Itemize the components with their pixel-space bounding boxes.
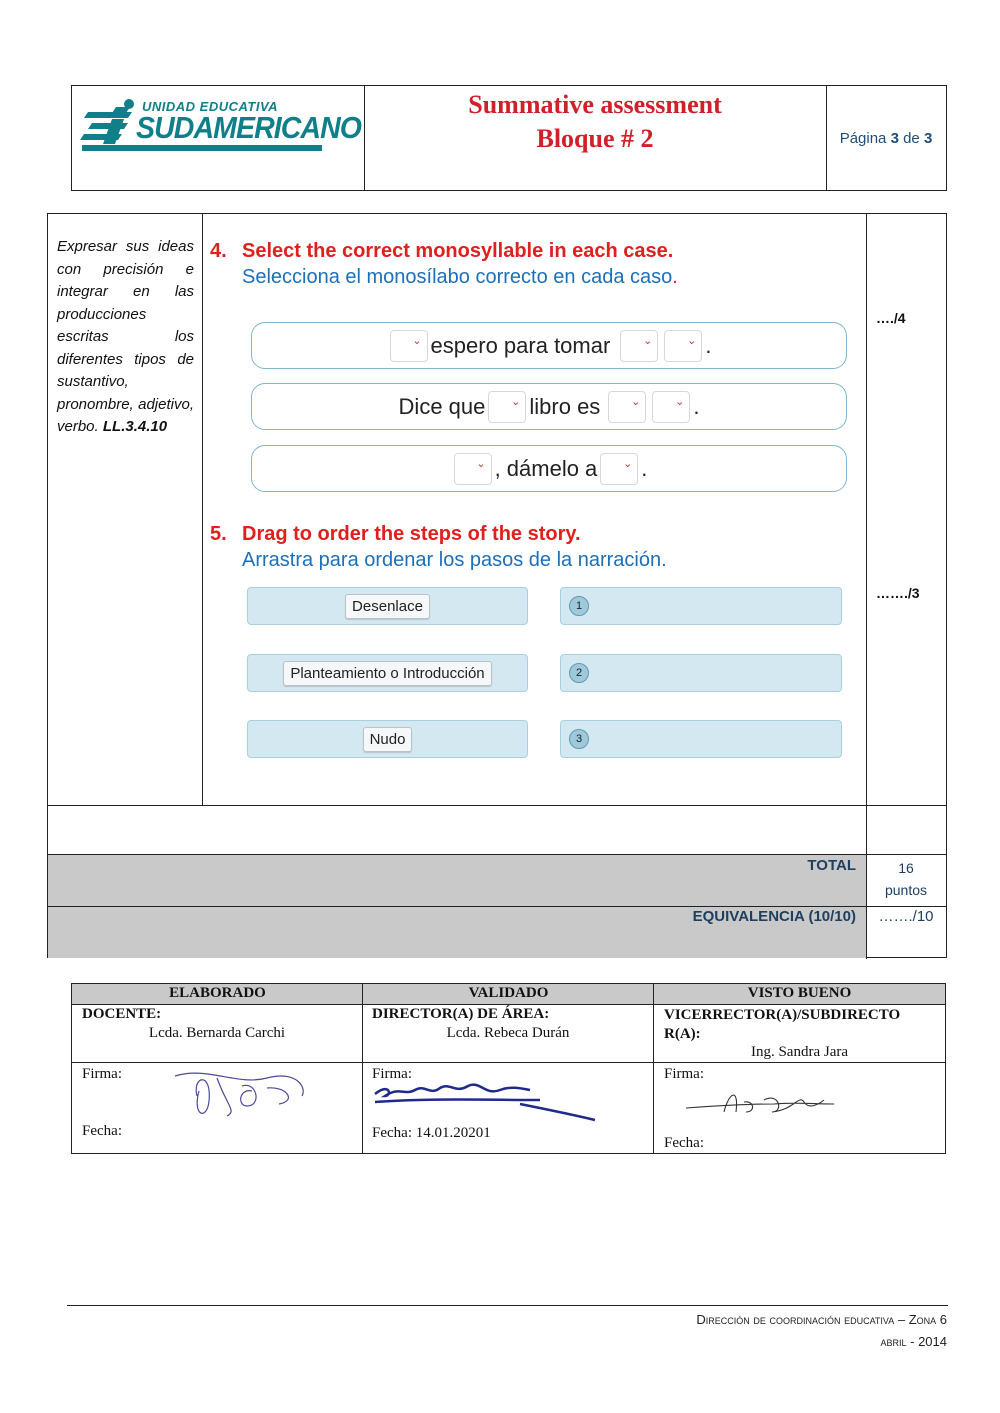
divider: [653, 984, 654, 1153]
dropdown-select[interactable]: [664, 330, 702, 362]
fecha-label-3: Fecha:: [664, 1135, 704, 1151]
footer-line2: abril - 2014: [880, 1334, 947, 1349]
drag-item[interactable]: Desenlace: [345, 594, 430, 619]
logo-line1: UNIDAD EDUCATIVA: [142, 99, 279, 114]
divider: [48, 854, 946, 855]
sentence-end: .: [705, 332, 712, 358]
header-table: [71, 85, 947, 191]
drag-item[interactable]: Planteamiento o Introducción: [283, 661, 491, 686]
q5-title-en: Drag to order the steps of the story.: [242, 523, 581, 545]
dropdown-select[interactable]: [652, 391, 690, 423]
q4-title-es-dot: .: [672, 266, 678, 288]
q4-title-en: Select the correct monosyllable in each case.: [242, 240, 674, 262]
dropdown-select[interactable]: [620, 330, 658, 362]
drop-slot-2[interactable]: [560, 654, 842, 692]
page-total: 3: [923, 129, 933, 147]
page-label: Página: [839, 129, 887, 147]
signature-2-icon: [370, 1080, 610, 1130]
equiv-value: ……./10: [878, 908, 934, 925]
total-value: [866, 857, 946, 901]
objective-code: LL.3.4.10: [102, 418, 168, 435]
sentence-text: , dámelo a: [494, 455, 598, 481]
q5-number: 5.: [210, 523, 227, 545]
q5-title-es: Arrastra para ordenar los pasos de la narración.: [242, 549, 667, 571]
dropdown-select[interactable]: [600, 453, 638, 485]
equiv-label: EQUIVALENCIA (10/10): [692, 908, 856, 925]
sentence-1: [251, 322, 847, 369]
signature-table: [71, 983, 946, 1154]
docente-name: Lcda. Bernarda Carchi: [148, 1025, 286, 1041]
total-label: TOTAL: [807, 857, 856, 874]
drag-source-3: [247, 720, 528, 758]
sentence-text: libro es: [529, 393, 601, 419]
divider: [362, 984, 363, 1153]
docente-role: DOCENTE:: [82, 1006, 162, 1022]
title-line1: Summative assessment: [468, 90, 722, 119]
dropdown-select[interactable]: [454, 453, 492, 485]
drag-source-2: [247, 654, 528, 692]
assessment-table: [47, 213, 947, 958]
vicerrector-name: Ing. Sandra Jara: [750, 1044, 849, 1060]
dropdown-select[interactable]: [390, 330, 428, 362]
director-role: DIRECTOR(A) DE ÁREA:: [372, 1006, 550, 1022]
total-row-bg: [48, 854, 866, 906]
sentence-end: .: [641, 455, 648, 481]
q4-title-es: [242, 266, 678, 289]
signature-3-icon: [684, 1082, 854, 1127]
divider: [48, 805, 946, 806]
logo-line2: SUDAMERICANO: [136, 110, 362, 145]
firma-label-2: Firma:: [372, 1066, 412, 1082]
sentence-text: Dice que: [398, 393, 486, 419]
divider: [202, 214, 203, 806]
q5-score: ……./3: [876, 585, 920, 601]
q4-score: …./4: [876, 310, 906, 326]
q4-number: 4.: [210, 240, 227, 262]
q4-title-es-text: Selecciona el monosílabo correcto en cada caso: [242, 266, 673, 288]
slot-number: 2: [569, 663, 589, 683]
firma-label-1: Firma:: [82, 1066, 122, 1082]
drop-slot-1[interactable]: [560, 587, 842, 625]
vicerrector-role: VICERRECTOR(A)/SUBDIRECTO R(A):: [664, 1007, 901, 1042]
objective-text: [57, 236, 194, 439]
title-cell: [364, 86, 827, 190]
divider: [48, 906, 946, 907]
fecha-label-1: Fecha:: [82, 1123, 122, 1139]
divider: [72, 1004, 945, 1005]
col-elaborado: ELABORADO: [169, 985, 266, 1001]
divider: [72, 1062, 945, 1063]
col-visto-bueno: VISTO BUENO: [747, 985, 852, 1001]
page-current: 3: [890, 129, 899, 147]
drop-slot-3[interactable]: [560, 720, 842, 758]
director-name: Lcda. Rebeca Durán: [446, 1025, 570, 1041]
signature-1-icon: [167, 1066, 317, 1126]
title-line2: Bloque # 2: [536, 124, 654, 153]
col-validado: VALIDADO: [468, 985, 549, 1001]
sentence-text: espero para tomar: [430, 332, 611, 358]
footer-line1: Dirección de coordinación educativa – Zona 6: [696, 1312, 947, 1327]
total-unit: puntos: [884, 882, 928, 898]
drag-item[interactable]: Nudo: [363, 727, 413, 752]
page-number: [826, 86, 946, 190]
logo-cell: [72, 86, 365, 190]
firma-label-3: Firma:: [664, 1066, 704, 1082]
divider: [866, 214, 867, 959]
sentence-2: [251, 383, 847, 430]
footer-rule: [67, 1305, 948, 1306]
sentence-3: [251, 445, 847, 492]
objective-body: Expresar sus ideas con precisión e integrar en las producciones escritas los diferentes tipos de sustantivo, pronombre, adjetivo, verbo.: [57, 238, 194, 435]
slot-number: 1: [569, 596, 589, 616]
drag-source-1: [247, 587, 528, 625]
page-of: de: [903, 129, 920, 147]
sentence-end: .: [693, 393, 700, 419]
slot-number: 3: [569, 729, 589, 749]
dropdown-select[interactable]: [488, 391, 526, 423]
dropdown-select[interactable]: [608, 391, 646, 423]
fecha-value-2: Fecha: 14.01.20201: [372, 1125, 491, 1141]
total-number: 16: [898, 860, 914, 876]
